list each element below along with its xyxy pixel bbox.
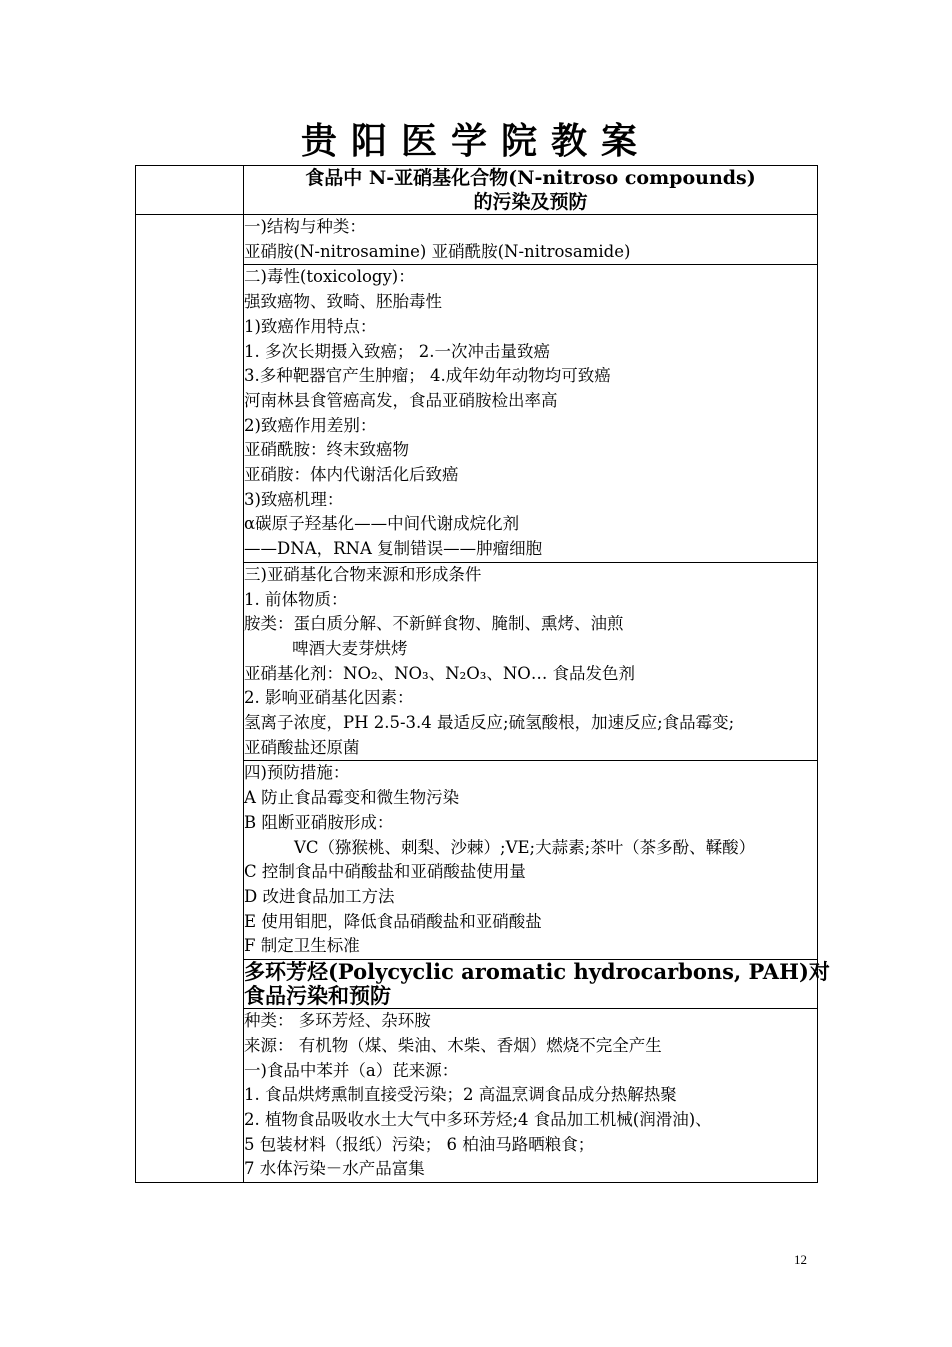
section-prevention <box>244 761 818 960</box>
section-line: 1. 食品烘烤熏制直接受污染；2 高温烹调食品成分热解热聚 <box>244 1085 677 1105</box>
section-pah-sources <box>244 1009 818 1183</box>
section-line: 二)毒性(toxicology)： <box>244 267 415 287</box>
page-title: 贵阳医学院教案 <box>300 120 651 162</box>
pah-heading-line1: 多环芳烃(Polycyclic aromatic hydrocarbons, PAH)对 <box>244 959 830 985</box>
section-structure <box>244 215 818 265</box>
section-line: 7 水体污染－水产品富集 <box>244 1159 425 1179</box>
section-toxicology <box>244 265 818 562</box>
section-line: 3.多种靶器官产生肿瘤； 4.成年幼年动物均可致癌 <box>244 366 611 386</box>
section-line: 1. 前体物质： <box>244 589 348 609</box>
section-line: 亚硝胺：体内代谢活化后致癌 <box>244 465 459 485</box>
section-line: 亚硝胺(N-nitrosamine) 亚硝酰胺(N-nitrosamide) <box>244 241 631 261</box>
section-line: 1)致癌作用特点： <box>244 316 377 336</box>
section-line: 种类： 多环芳烃、杂环胺 <box>244 1011 431 1031</box>
section-line: 亚硝基化剂：NO₂、NO₃、N₂O₃、NO… 食品发色剂 <box>244 663 636 683</box>
section-line: 亚硝酸盐还原菌 <box>244 737 360 757</box>
topic-header <box>244 166 818 215</box>
section-line: E 使用钼肥，降低食品硝酸盐和亚硝酸盐 <box>244 911 542 931</box>
lesson-plan-table <box>135 165 830 1183</box>
section-line: 三)亚硝基化合物来源和形成条件 <box>244 564 482 584</box>
section-line: 一)结构与种类： <box>244 217 366 236</box>
section-line: 2. 影响亚硝基化因素： <box>244 688 414 708</box>
left-column-header-cell <box>136 166 244 215</box>
pah-heading-line2: 食品污染和预防 <box>244 983 391 1009</box>
section-line: 胺类：蛋白质分解、不新鲜食物、腌制、熏烤、油煎 <box>244 614 624 634</box>
section-line: 四)预防措施： <box>244 763 350 783</box>
content-row-1 <box>136 215 818 265</box>
section-sources <box>244 562 818 761</box>
section-line: 亚硝酰胺：终末致癌物 <box>244 440 409 460</box>
topic-header-line2: 的污染及预防 <box>473 191 588 213</box>
section-line: 1. 多次长期摄入致癌； 2.一次冲击量致癌 <box>244 341 550 361</box>
section-pah-heading <box>244 959 830 1009</box>
section-line: 2. 植物食品吸收水土大气中多环芳烃;4 食品加工机械(润滑油)、 <box>244 1109 712 1129</box>
section-line: 2)致癌作用差别： <box>244 415 377 435</box>
section-line: ——DNA，RNA 复制错误——肿瘤细胞 <box>244 539 543 559</box>
section-line: 氢离子浓度，PH 2.5-3.4 最适反应;硫氢酸根，加速反应;食品霉变; <box>244 713 735 733</box>
topic-header-line1: 食品中 N-亚硝基化合物(N-nitroso compounds) <box>305 167 756 189</box>
section-line: VC（猕猴桃、刺梨、沙棘）;VE;大蒜素;茶叶（茶多酚、鞣酸） <box>294 837 756 857</box>
section-line: B 阻断亚硝胺形成： <box>244 812 394 832</box>
topic-header-row <box>136 166 818 215</box>
section-line: 啤酒大麦芽烘烤 <box>292 638 408 658</box>
section-line: C 控制食品中硝酸盐和亚硝酸盐使用量 <box>244 862 526 882</box>
section-line: 5 包装材料（报纸）污染； 6 柏油马路晒粮食； <box>244 1134 595 1154</box>
section-line: 3)致癌机理： <box>244 489 344 509</box>
section-line: 强致癌物、致畸、胚胎毒性 <box>244 292 442 312</box>
section-line: A 防止食品霉变和微生物污染 <box>244 788 460 808</box>
page-number: 12 <box>794 1252 807 1267</box>
left-column-body-cell <box>136 215 244 1183</box>
section-line: D 改进食品加工方法 <box>244 886 395 906</box>
section-line: 来源： 有机物（煤、柴油、木柴、香烟）燃烧不完全产生 <box>244 1035 662 1055</box>
section-line: F 制定卫生标准 <box>244 936 360 956</box>
section-line: α碳原子羟基化——中间代谢成烷化剂 <box>244 514 520 534</box>
section-line: 一)食品中苯并（a）芘来源： <box>244 1060 459 1080</box>
section-line: 河南林县食管癌高发，食品亚硝胺检出率高 <box>244 390 558 410</box>
